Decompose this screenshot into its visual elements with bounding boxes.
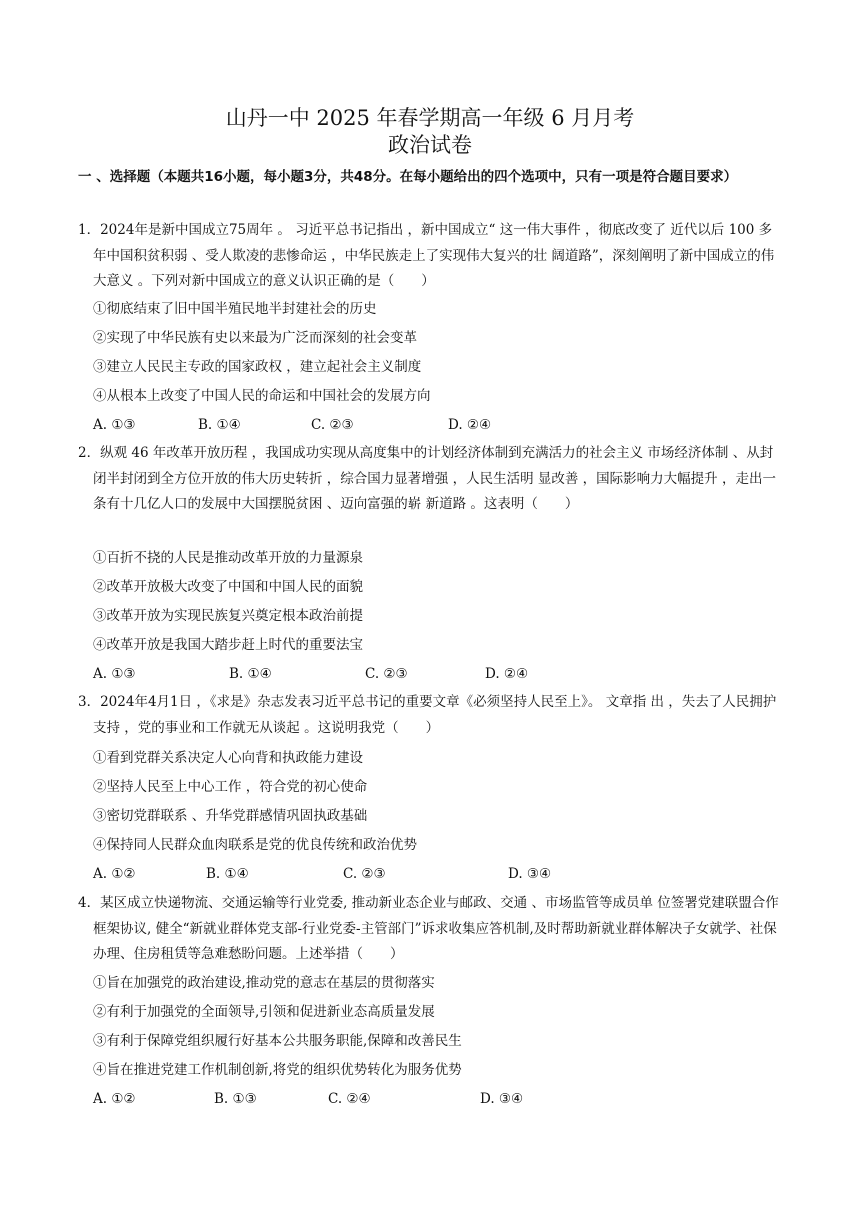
question-1-answer-b: B. ①④ [198,417,241,433]
question-2-option-1: ①百折不挠的人民是推动改革开放的力量源泉 [93,550,363,566]
question-3-answer-d: D. ③④ [508,866,552,882]
question-3-option-3: ③密切党群联系 、升华党群感情巩固执政基础 [93,808,368,824]
question-4-option-3: ③有利于保障党组织履行好基本公共服务职能,保障和改善民生 [93,1033,462,1049]
question-3-stem: 3．2024年4月1日 ，《求是》杂志发表习近平总书记的重要文章《必须坚持人民至上》。 文章指 出 ，失去了人民拥护支持 ，党的事业和工作就无从谈起 。这说明我党（ ） [78,694,777,736]
question-3-option-2: ②坚持人民至上中心工作 ，符合党的初心使命 [93,779,368,795]
question-2-answer-b: B. ①④ [229,666,272,682]
question-1-option-3: ③建立人民民主专政的国家政权 ，建立起社会主义制度 [93,359,422,375]
question-2-stem: 2．纵观 46 年改革开放历程 ，我国成功实现从高度集中的计划经济体制到充满活力的社会主义 市场经济体制 、从封闭半封闭到全方位开放的伟大历史转折 ，综合国力显著增强 ，人民生活明 显改善 ，国际影响力大幅提升 ，走出一条有十几亿人口的发展中大国摆脱贫困 、迈向富强的崭 新道路 。这表明（ ） [78,445,776,512]
question-3-answer-a: A. ①② [93,866,136,882]
question-2-answer-c: C. ②③ [365,666,408,682]
exam-title: 山丹一中 2025 年春学期高一年级 6 月月考 [225,106,635,130]
question-2-answer-d: D. ②④ [485,666,529,682]
section-heading: 一 、选择题（本题共16小题，每小题3分，共48分。在每小题给出的四个选项中，只有一项是符合题目要求） [78,169,738,185]
question-4-answer-b: B. ①③ [214,1091,257,1107]
question-4-answer-c: C. ②④ [328,1091,371,1107]
question-4-stem: 4．某区成立快递物流、交通运输等行业党委, 推动新业态企业与邮政、交通 、市场监管等成员单 位签署党建联盟合作框架协议, 健全“新就业群体党支部-行业党委-主管部门”诉求收集应答机制,及时帮助新就业群体解决子女就学、社保办理、住房租赁等急难愁盼问题。上述举措（ ） [78,895,779,962]
question-4-option-1: ①旨在加强党的政治建设,推动党的意志在基层的贯彻落实 [93,975,435,991]
question-2-option-3: ③改革开放为实现民族复兴奠定根本政治前提 [93,608,363,624]
question-1-answer-d: D. ②④ [448,417,492,433]
question-3-answer-c: C. ②③ [343,866,386,882]
question-1-option-1: ①彻底结束了旧中国半殖民地半封建社会的历史 [93,301,377,317]
question-1-stem: 1．2024年是新中国成立75周年 。 习近平总书记指出 ，新中国成立“ 这一伟大事件 ，彻底改变了 近代以后 100 多年中国积贫积弱 、受人欺凌的悲惨命运 ，中华民族走上了实现伟大复兴的壮 阔道路”，深刻阐明了新中国成立的伟大意义 。下列对新中国成立的意义认识正确的是（ ） [78,222,775,289]
question-3-answer-b: B. ①④ [206,866,249,882]
question-4-answer-d: D. ③④ [480,1091,524,1107]
question-2-option-2: ②改革开放极大改变了中国和中国人民的面貌 [93,579,363,595]
question-2-answer-a: A. ①③ [93,666,136,682]
question-1-answer-a: A. ①③ [93,417,136,433]
question-3-option-1: ①看到党群关系决定人心向背和执政能力建设 [93,750,363,766]
question-4-option-2: ②有利于加强党的全面领导,引领和促进新业态高质量发展 [93,1004,435,1020]
question-2-option-4: ④改革开放是我国大踏步赶上时代的重要法宝 [93,637,363,653]
question-1-answer-c: C. ②③ [311,417,354,433]
exam-subtitle: 政治试卷 [388,133,472,157]
question-4-answer-a: A. ①② [93,1091,136,1107]
question-1-option-4: ④从根本上改变了中国人民的命运和中国社会的发展方向 [93,388,431,404]
question-4-option-4: ④旨在推进党建工作机制创新,将党的组织优势转化为服务优势 [93,1062,462,1078]
question-1-option-2: ②实现了中华民族有史以来最为广泛而深刻的社会变革 [93,330,417,346]
question-3-option-4: ④保持同人民群众血肉联系是党的优良传统和政治优势 [93,837,417,853]
